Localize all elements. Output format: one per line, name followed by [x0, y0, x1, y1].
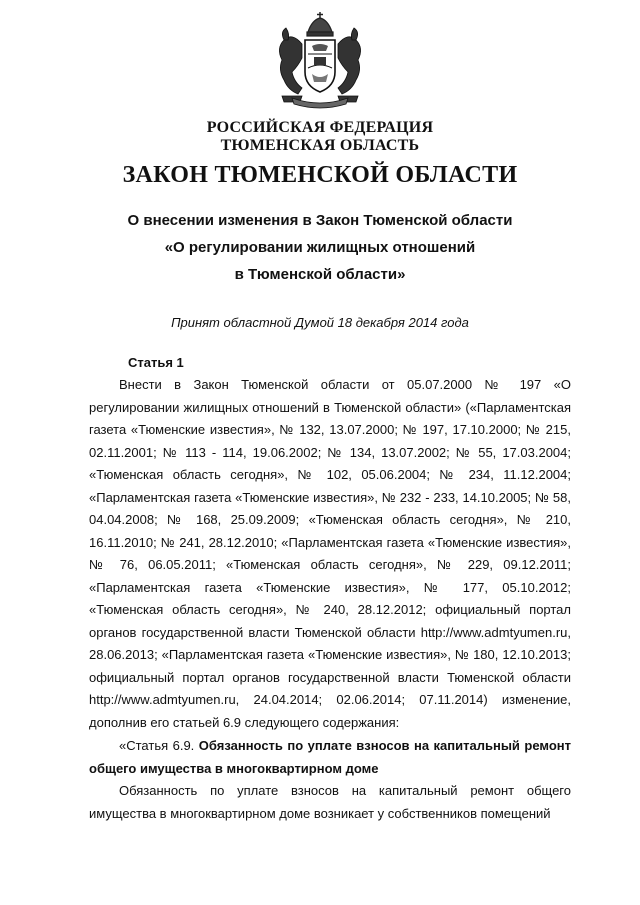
article-main-paragraph [89, 374, 571, 734]
law-title-line-3: в Тюменской области» [234, 266, 406, 283]
obligation-paragraph-text: Обязанность по уплате взносов на капитальный ремонт общего имущества в многоквартирном доме возникает у собственников помещений [89, 783, 571, 821]
new-article-title: Обязанность по уплате взносов на капитальный ремонт общего имущества в многоквартирном доме [89, 738, 571, 776]
article-heading: Статья 1 [128, 355, 184, 370]
main-paragraph-text: Внести в Закон Тюменской области от 05.07.2000 № 197 «О регулировании жилищных отношений в Тюменской области» («Парламентская газета «Тюменские известия», № 132, 13.07.2000; № 197, 17.10.2000; № 215, 02.11.2001; № 113 - 114, 19.06.2002; № 134, 13.07.2002; № 55, 17.03.2004; «Тюменская область сегодня», № 102, 05.06.2004; № 234, 11.12.2004; «Парламентская газета «Тюменские известия», № 232 - 233, 14.10.2005; № 58, 04.04.2008; № 168, 25.09.2009; «Тюменская область сегодня», № 210, 16.11.2010; № 241, 28.12.2010; «Парламентская газета «Тюменские известия», № 76, 06.05.2011; «Тюменская область сегодня», № 229, 09.12.2011; «Парламентская газета «Тюменские известия», № 177, 05.10.2012; «Тюменская область сегодня», № 240, 28.12.2012; официальный портал органов государственной власти Тюменской области http://www.admtyumen.ru, 28.06.2013; «Парламентская газета «Тюменские известия», № 180, 12.10.2013; официальный портал органов государственной власти Тюменской области http://www.admtyumen.ru, 24.04.2014; 02.06.2014; 07.11.2014) изменение, дополнив его статьей 6.9 следующего содержания: [89, 377, 571, 730]
obligation-paragraph [89, 780, 571, 825]
law-title-line-2: «О регулировании жилищных отношений [164, 239, 476, 256]
country-name: РОССИЙСКАЯ ФЕДЕРАЦИЯ [206, 119, 434, 136]
new-article-prefix: «Статья 6.9. [119, 738, 199, 753]
document-type-heading: ЗАКОН ТЮМЕНСКОЙ ОБЛАСТИ [122, 162, 518, 188]
law-title-line-1: О внесении изменения в Закон Тюменской области [127, 212, 513, 229]
coat-of-arms-icon [268, 10, 372, 110]
new-article-heading [89, 735, 571, 780]
region-name: ТЮМЕНСКАЯ ОБЛАСТЬ [220, 137, 420, 154]
adoption-note: Принят областной Думой 18 декабря 2014 года [171, 315, 469, 330]
